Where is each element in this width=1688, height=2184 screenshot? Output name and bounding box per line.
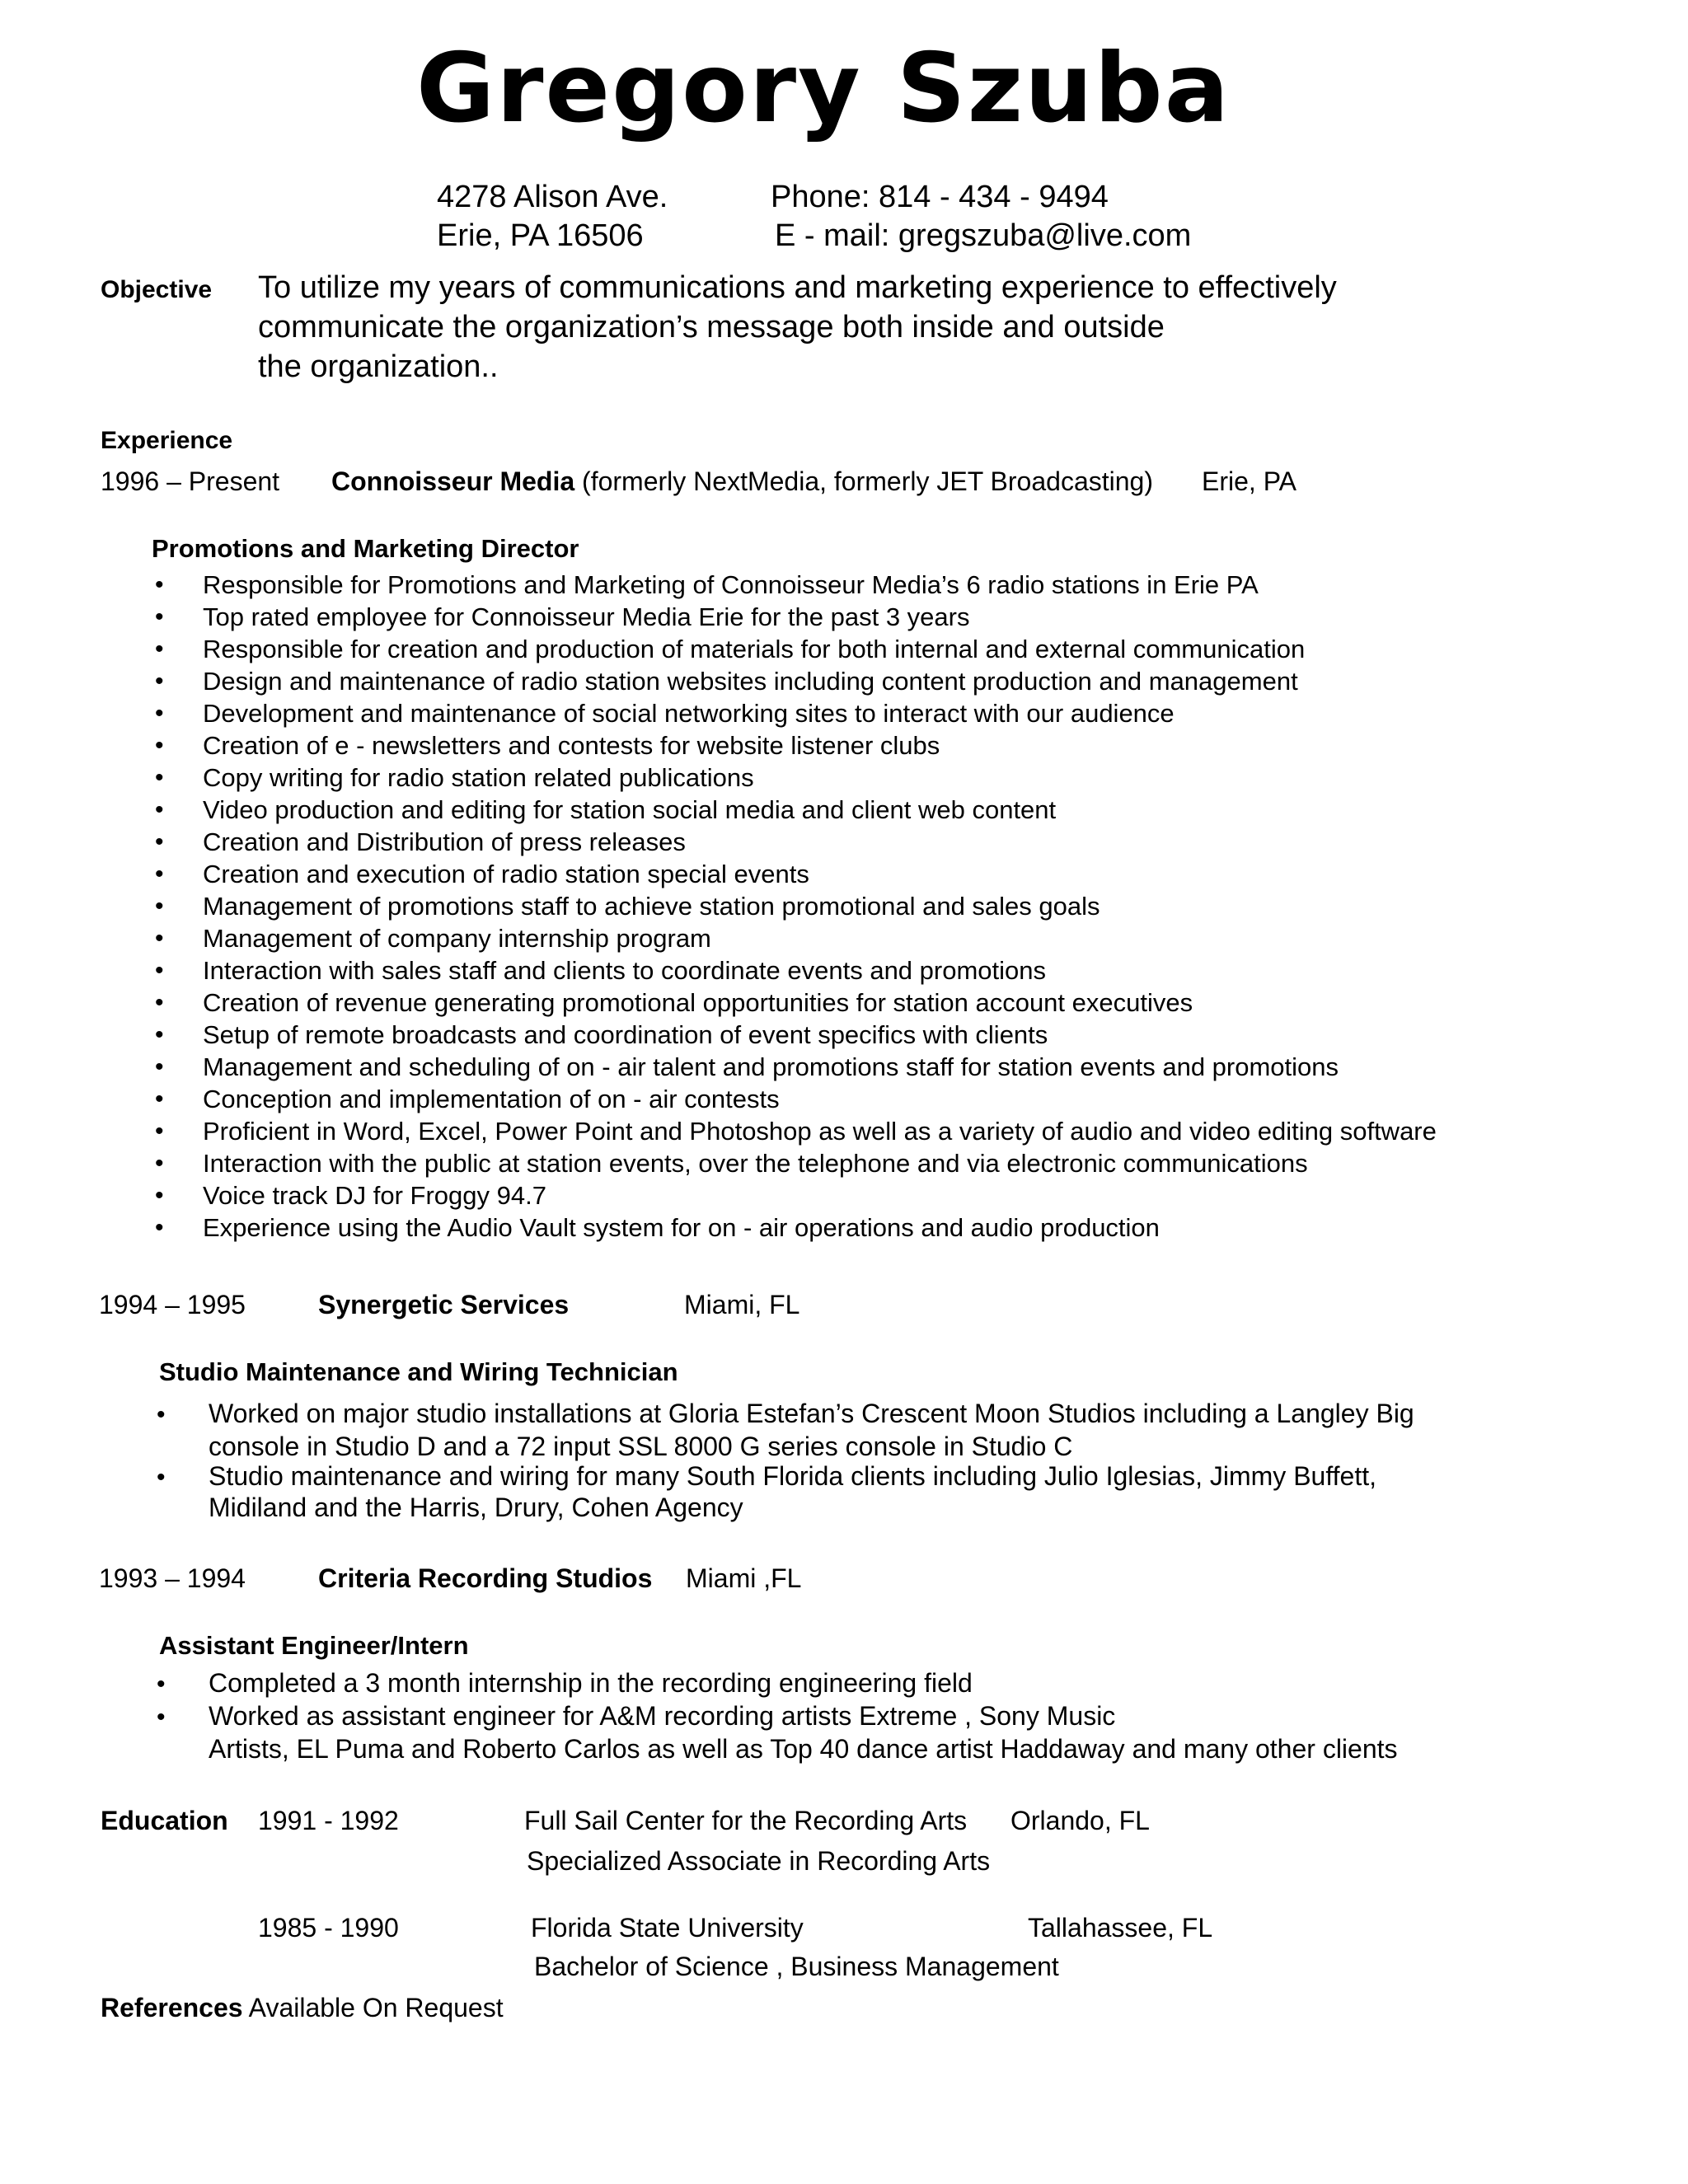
education-1-school: Full Sail Center for the Recording Arts: [524, 1806, 968, 1835]
resume-name: Gregory Szuba: [416, 33, 1231, 144]
objective-line-1: To utilize my years of communications and marketing experience to effectively: [258, 270, 1337, 305]
list-item: • Creation and execution of radio station special events: [203, 858, 1437, 890]
bullet-icon: •: [157, 1704, 166, 1731]
objective-line-2: communicate the organization’s message both inside and outside: [258, 310, 1165, 344]
job-3-bullet-2-cont: Artists, EL Puma and Roberto Carlos as well as Top 40 dance artist Haddaway and many other clients: [209, 1734, 1398, 1764]
objective-line-3: the organization..: [258, 349, 499, 384]
list-item: • Responsible for Promotions and Marketing of Connoisseur Media’s 6 radio stations in Erie PA: [203, 569, 1437, 601]
list-item: • Creation of revenue generating promotional opportunities for station account executives: [203, 987, 1437, 1019]
email: E - mail: gregszuba@live.com: [775, 218, 1192, 253]
education-1-degree: Specialized Associate in Recording Arts: [527, 1846, 991, 1876]
list-item: • Copy writing for radio station related publications: [203, 762, 1437, 794]
job-1-company-note: (formerly NextMedia, formerly JET Broadcasting): [582, 466, 1153, 496]
list-item: • Development and maintenance of social networking sites to interact with our audience: [203, 697, 1437, 729]
list-item: • Voice track DJ for Froggy 94.7: [203, 1179, 1437, 1212]
list-item: • Experience using the Audio Vault system for on - air operations and audio production: [203, 1212, 1437, 1244]
education-2-school: Florida State University: [531, 1913, 804, 1943]
references-text: Available On Request: [248, 1993, 504, 2022]
bullet-icon: •: [157, 1671, 166, 1698]
job-2-bullet-2: Studio maintenance and wiring for many South Florida clients including Julio Iglesias, Jimmy Buffett,: [209, 1461, 1376, 1491]
education-2-dates: 1985 - 1990: [258, 1913, 399, 1943]
job-1-dates: 1996 – Present: [101, 466, 280, 496]
job-3-bullet-2: Worked as assistant engineer for A&M recording artists Extreme , Sony Music: [209, 1701, 1116, 1731]
education-1-dates: 1991 - 1992: [258, 1806, 399, 1835]
job-1-bullets: [203, 569, 1437, 1244]
list-item: • Management of company internship program: [203, 922, 1437, 954]
list-item: • Management and scheduling of on - air talent and promotions staff for station events and promotions: [203, 1051, 1437, 1083]
list-item: • Conception and implementation of on - air contests: [203, 1083, 1437, 1115]
list-item: • Interaction with the public at station events, over the telephone and via electronic communications: [203, 1147, 1437, 1179]
references-label: References: [101, 1993, 243, 2022]
job-3-company: Criteria Recording Studios: [318, 1563, 653, 1593]
experience-label: Experience: [101, 427, 233, 454]
list-item: • Proficient in Word, Excel, Power Point and Photoshop as well as a variety of audio and video editing software: [203, 1115, 1437, 1147]
education-label: Education: [101, 1806, 228, 1835]
references-line: [101, 1993, 504, 2023]
list-item: • Interaction with sales staff and clients to coordinate events and promotions: [203, 954, 1437, 987]
address-line-2: Erie, PA 16506: [437, 218, 644, 253]
list-item: • Design and maintenance of radio station websites including content production and management: [203, 665, 1437, 697]
bullet-icon: •: [157, 1401, 166, 1428]
job-1-employer: [331, 466, 1153, 497]
list-item: • Video production and editing for station social media and client web content: [203, 794, 1437, 826]
job-3-title: Assistant Engineer/Intern: [159, 1631, 469, 1660]
phone: Phone: 814 - 434 - 9494: [771, 180, 1109, 214]
education-2-degree: Bachelor of Science , Business Management: [534, 1952, 1059, 1981]
education-1-location: Orlando, FL: [1010, 1806, 1150, 1835]
list-item: • Setup of remote broadcasts and coordination of event specifics with clients: [203, 1019, 1437, 1051]
job-1-company: Connoisseur Media: [331, 466, 575, 496]
address-line-1: 4278 Alison Ave.: [437, 180, 668, 214]
education-2-location: Tallahassee, FL: [1028, 1913, 1213, 1943]
list-item: • Creation and Distribution of press releases: [203, 826, 1437, 858]
job-2-bullet-2-cont: Midiland and the Harris, Drury, Cohen Agency: [209, 1493, 743, 1522]
bullet-icon: •: [157, 1464, 166, 1491]
objective-label: Objective: [101, 276, 213, 303]
job-2-bullet-1: Worked on major studio installations at Gloria Estefan’s Crescent Moon Studios including a Langley Big: [209, 1399, 1414, 1428]
list-item: • Management of promotions staff to achieve station promotional and sales goals: [203, 890, 1437, 922]
job-3-bullet-1: Completed a 3 month internship in the recording engineering field: [209, 1668, 973, 1698]
list-item: • Top rated employee for Connoisseur Media Erie for the past 3 years: [203, 601, 1437, 633]
job-1-location: Erie, PA: [1202, 466, 1296, 496]
job-3-location: Miami ,FL: [686, 1563, 802, 1593]
job-3-dates: 1993 – 1994: [99, 1563, 246, 1593]
job-2-location: Miami, FL: [684, 1290, 800, 1319]
job-2-dates: 1994 – 1995: [99, 1290, 246, 1319]
job-2-bullet-1-cont: console in Studio D and a 72 input SSL 8000 G series console in Studio C: [209, 1432, 1073, 1461]
job-1-title: Promotions and Marketing Director: [152, 534, 579, 563]
job-2-company: Synergetic Services: [318, 1290, 570, 1319]
list-item: • Creation of e - newsletters and contests for website listener clubs: [203, 729, 1437, 762]
list-item: • Responsible for creation and production of materials for both internal and external communication: [203, 633, 1437, 665]
job-2-title: Studio Maintenance and Wiring Technician: [159, 1357, 678, 1386]
